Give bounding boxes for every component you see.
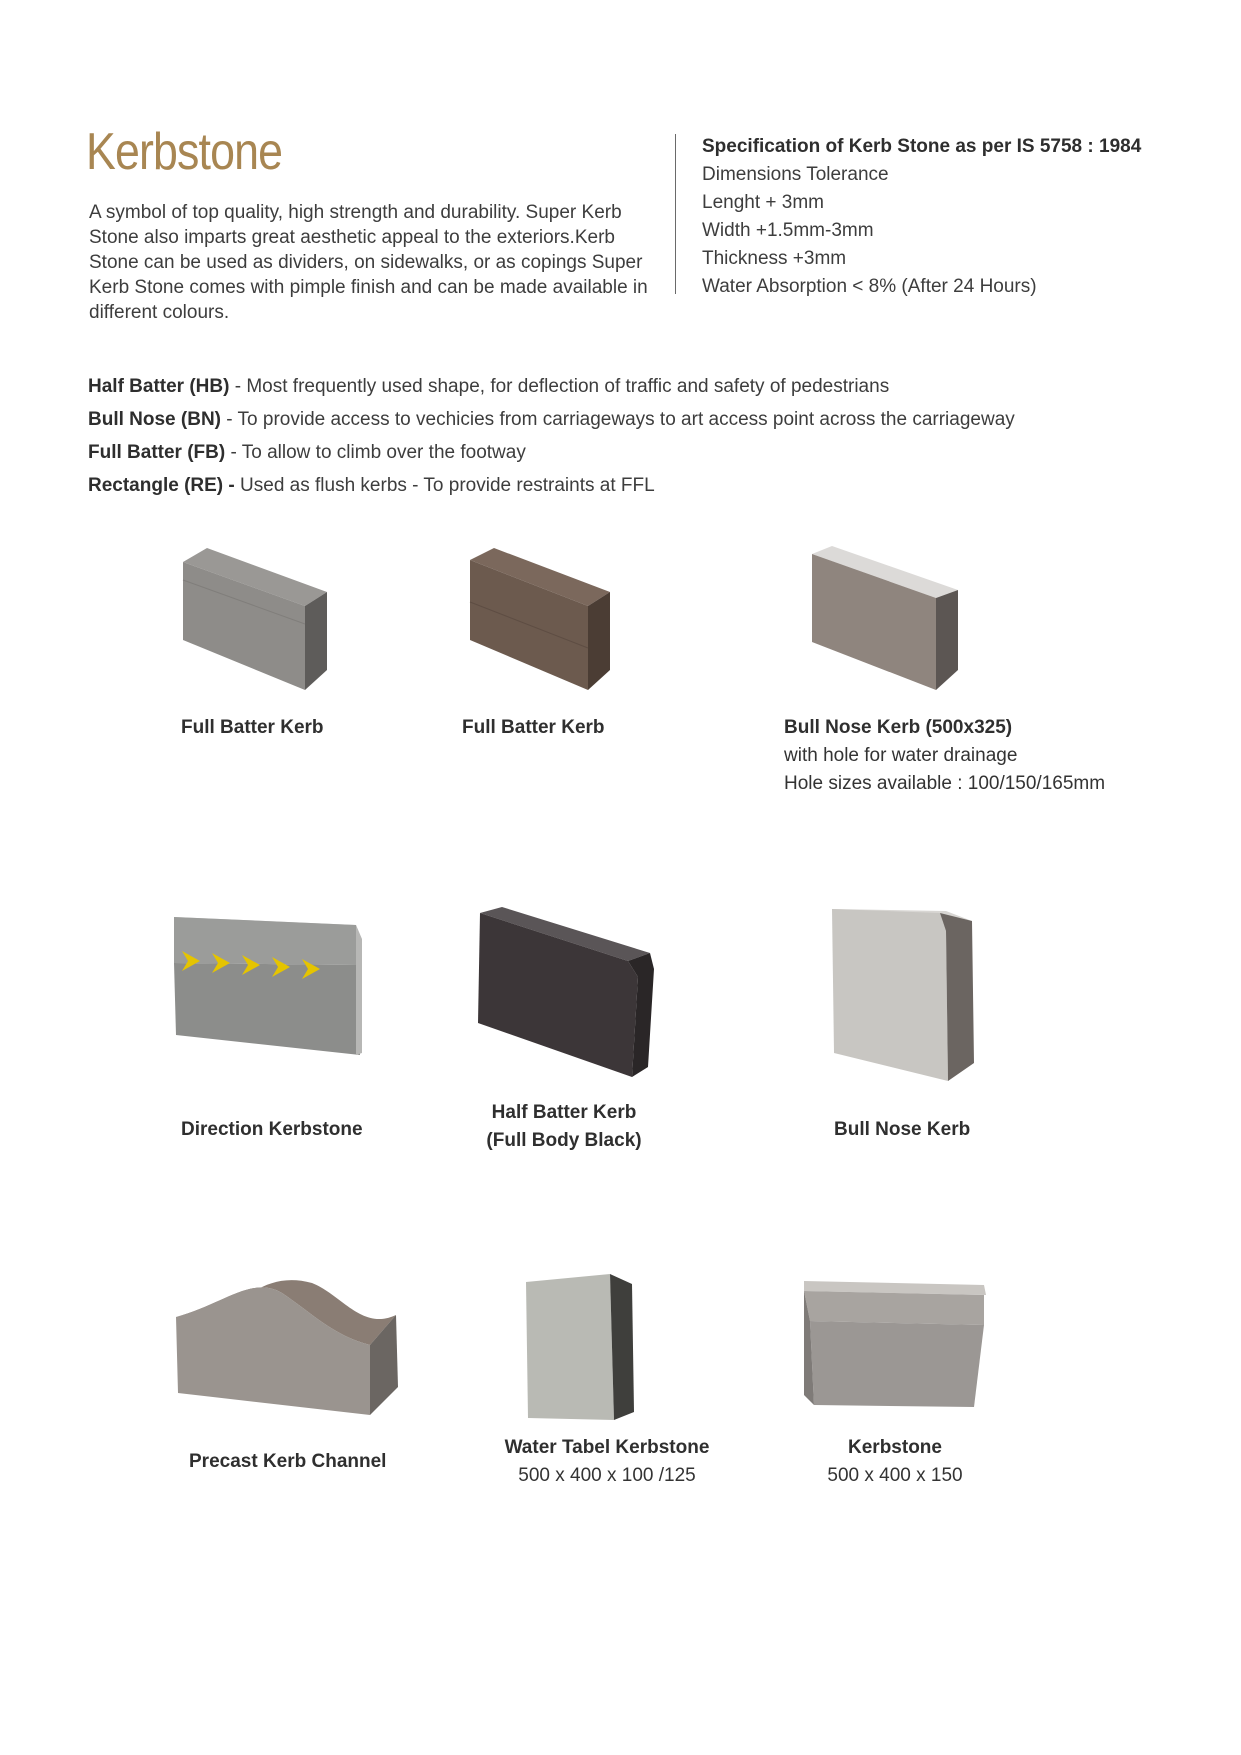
direction-kerbstone-image [170,905,370,1065]
product-caption [466,1099,662,1155]
shape-label: Half Batter (HB) [88,376,230,397]
shape-list [88,370,1015,502]
spec-line: Water Absorption < 8% (After 24 Hours) [702,276,1037,297]
kerbstone-image [800,1275,990,1420]
precast-kerb-channel-image [172,1275,404,1425]
spec-line: Thickness +3mm [702,248,847,269]
product-name: Bull Nose Kerb [834,1119,971,1140]
page-title: Kerbstone [86,123,283,181]
product-name-line-2: (Full Body Black) [486,1130,642,1151]
product-caption [181,714,324,742]
product-caption [482,1434,732,1490]
product-detail: 500 x 400 x 100 /125 [518,1465,696,1486]
product-caption [189,1448,386,1476]
product-name: Bull Nose Kerb (500x325) [784,717,1013,738]
shape-item [88,403,1015,436]
product-name: Full Batter Kerb [462,717,605,738]
spec-title: Specification of Kerb Stone as per IS 5758 : 1984 [702,136,1142,157]
spec-line: Lenght + 3mm [702,192,824,213]
product-name: Full Batter Kerb [181,717,324,738]
product-name: Half Batter Kerb [491,1102,637,1123]
shape-label: Full Batter (FB) [88,442,226,463]
shape-desc: - To allow to climb over the footway [225,442,526,463]
product-name: Kerbstone [848,1437,942,1458]
product-caption [181,1116,363,1144]
spec-line: Width +1.5mm-3mm [702,220,874,241]
full-batter-kerb-grey-image [175,540,335,700]
specification-block [702,133,1141,301]
bull-nose-kerb-image [826,903,986,1083]
bull-nose-kerb-drainage-image [808,540,968,700]
shape-label: Bull Nose (BN) [88,409,221,430]
product-name: Precast Kerb Channel [189,1451,387,1472]
half-batter-kerb-black-image [472,905,662,1080]
shape-label: Rectangle (RE) - [88,475,235,496]
product-detail: 500 x 400 x 150 [827,1465,963,1486]
shape-desc: - To provide access to vechicies from carriageways to art access point across the carriageway [221,409,1015,430]
full-batter-kerb-brown-image [460,540,620,700]
product-detail: with hole for water drainage [784,745,1018,766]
water-tabel-kerbstone-image [522,1270,642,1430]
intro-paragraph: A symbol of top quality, high strength and durability. Super Kerb Stone also imparts great aesthetic appeal to the exteriors.Kerb Stone can be used as dividers, on sidewalks, or as copings Super Kerb Stone comes with pimple finish and can be made available in different colours. [89,202,648,323]
column-divider [675,134,676,294]
shape-item [88,469,1015,502]
shape-desc: - Most frequently used shape, for deflection of traffic and safety of pedestrians [229,376,890,397]
spec-line: Dimensions Tolerance [702,164,889,185]
product-name: Direction Kerbstone [181,1119,363,1140]
shape-item [88,370,1015,403]
product-caption [462,714,605,742]
product-caption [800,1434,990,1490]
product-detail: Hole sizes available : 100/150/165mm [784,773,1106,794]
product-name: Water Tabel Kerbstone [504,1437,710,1458]
shape-item [88,436,1015,469]
shape-desc: Used as flush kerbs - To provide restraints at FFL [234,475,655,496]
product-caption [784,714,1105,798]
product-caption [834,1116,970,1144]
